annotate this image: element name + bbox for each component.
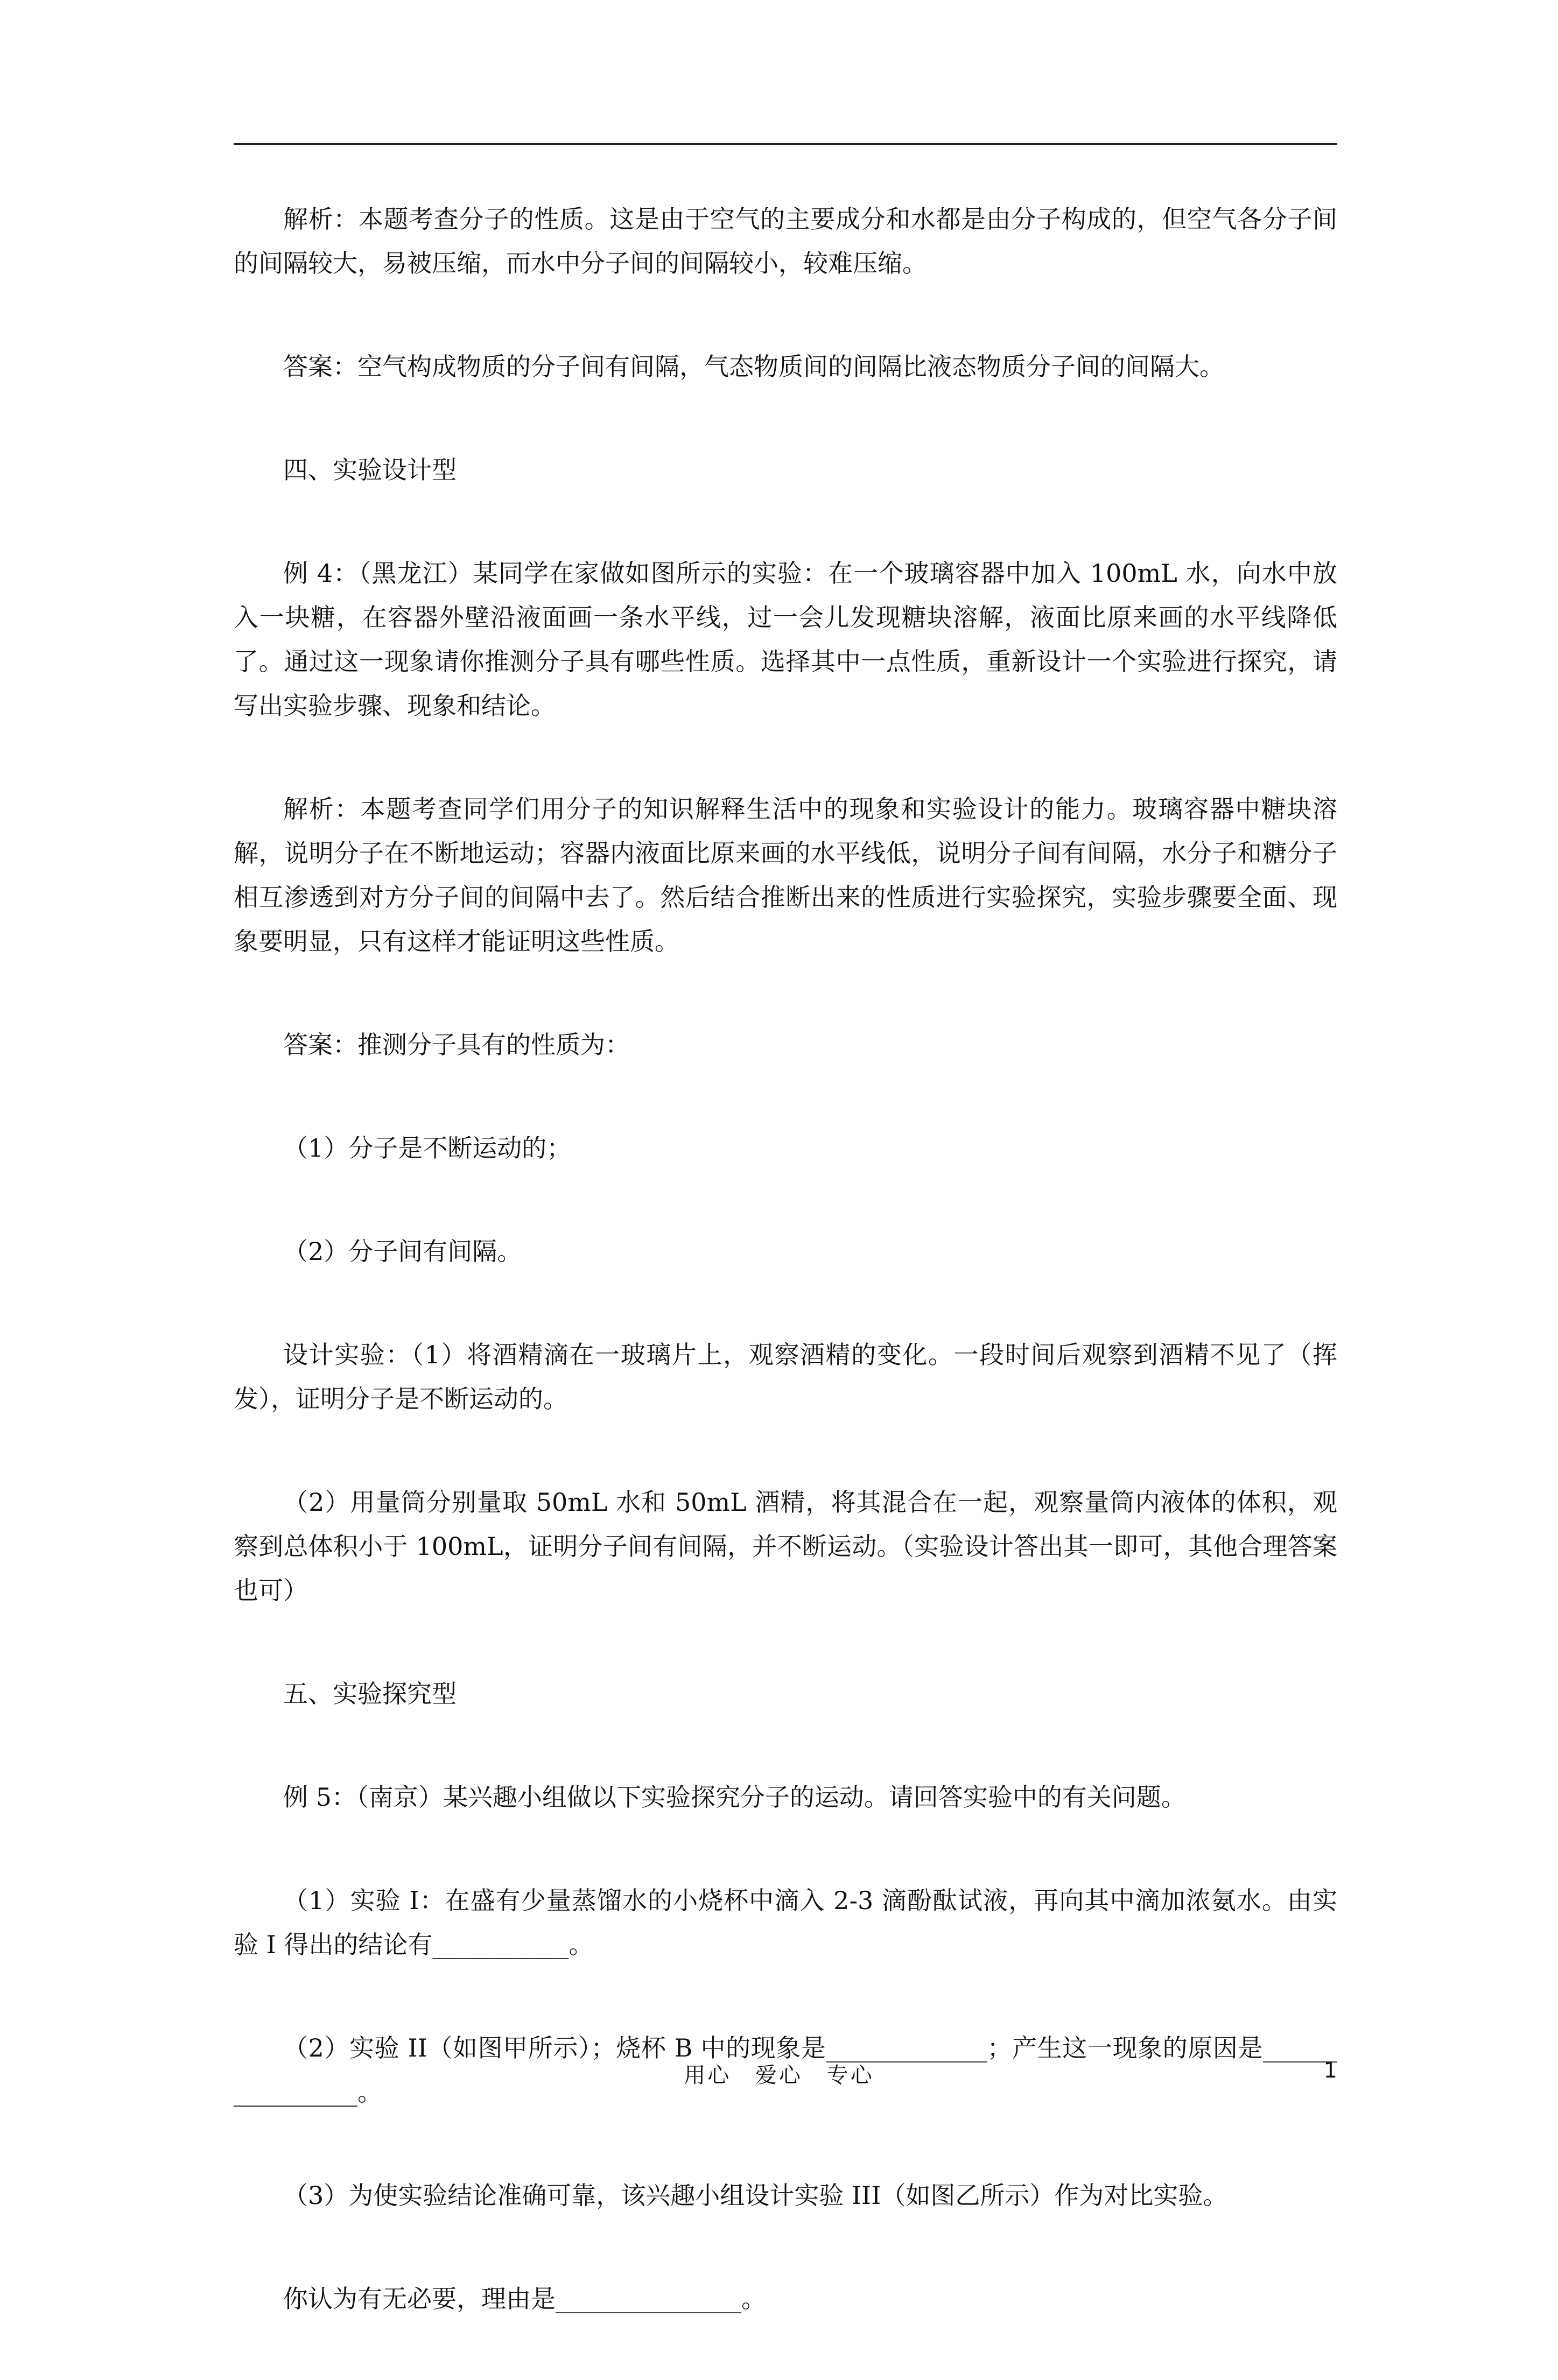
section-heading-experiment-inquiry: 五、实验探究型	[283, 1679, 457, 1708]
paragraph-analysis-3: 解析：本题考查分子的性质。这是由于空气的主要成分和水都是由分子构成的，但空气各分子间的间隔较大，易被压缩，而水中分子间的间隔较小，较难压缩。	[234, 205, 1337, 278]
paragraph-example-5: 例 5：（南京）某兴趣小组做以下实验探究分子的运动。请回答实验中的有关问题。	[283, 1783, 1186, 1812]
section-heading-experiment-design: 四、实验设计型	[283, 455, 457, 484]
paragraph-example-4: 例 4：（黑龙江）某同学在家做如图所示的实验：在一个玻璃容器中加入 100mL 水，向水中放入一块糖，在容器外壁沿液面画一条水平线，过一会儿发现糖块溶解，液面比原来画的水平线降低了。通过这一现象请你推测分子具有哪些性质。选择其中一点性质，重新设计一个实验进行探究，请写出实验步骤、现象和结论。	[234, 559, 1337, 720]
paragraph-design-1: 设计实验：（1）将酒精滴在一玻璃片上，观察酒精的变化。一段时间后观察到酒精不见了（挥发），证明分子是不断运动的。	[234, 1340, 1337, 1413]
paragraph-property-2: （2）分子间有间隔。	[283, 1237, 522, 1266]
page-footer	[0, 2058, 1558, 2090]
paragraph-answer-4: 答案：推测分子具有的性质为：	[283, 1030, 630, 1059]
footer-slogan: 用心 爱心 专心	[684, 2063, 874, 2088]
paragraph-question-2: （2）实验 II（如图甲所示）；烧杯 B 中的现象是_____________；产生这一现象的原因是________________。	[234, 2033, 1337, 2107]
paragraph-question-1: （1）实验 I：在盛有少量蒸馏水的小烧杯中滴入 2-3 滴酚酞试液，再向其中滴加浓氨水。由实验 I 得出的结论有___________。	[234, 1886, 1337, 1959]
paragraph-question-3-reason: 你认为有无必要，理由是_______________。	[283, 2284, 766, 2313]
paragraph-analysis-4: 解析：本题考查同学们用分子的知识解释生活中的现象和实验设计的能力。玻璃容器中糖块溶解，说明分子在不断地运动；容器内液面比原来画的水平线低，说明分子间有间隔，水分子和糖分子相互渗透到对方分子间的间隔中去了。然后结合推断出来的性质进行实验探究，实验步骤要全面、现象要明显，只有这样才能证明这些性质。	[234, 794, 1337, 956]
paragraph-question-3: （3）为使实验结论准确可靠，该兴趣小组设计实验 III（如图乙所示）作为对比实验。	[283, 2181, 1228, 2210]
paragraph-answer-3: 答案：空气构成物质的分子间有间隔，气态物质间的间隔比液态物质分子间的间隔大。	[283, 352, 1224, 381]
header-rule	[234, 143, 1337, 145]
page-number: 1	[1323, 2058, 1337, 2083]
document-body	[234, 197, 1337, 2380]
paragraph-property-1: （1）分子是不断运动的；	[283, 1133, 572, 1163]
paragraph-design-2: （2）用量筒分别量取 50mL 水和 50mL 酒精，将其混合在一起，观察量筒内液体的体积，观察到总体积小于 100mL，证明分子间有间隔，并不断运动。（实验设计答出其一即可，其他合理答案也可）	[234, 1488, 1337, 1605]
